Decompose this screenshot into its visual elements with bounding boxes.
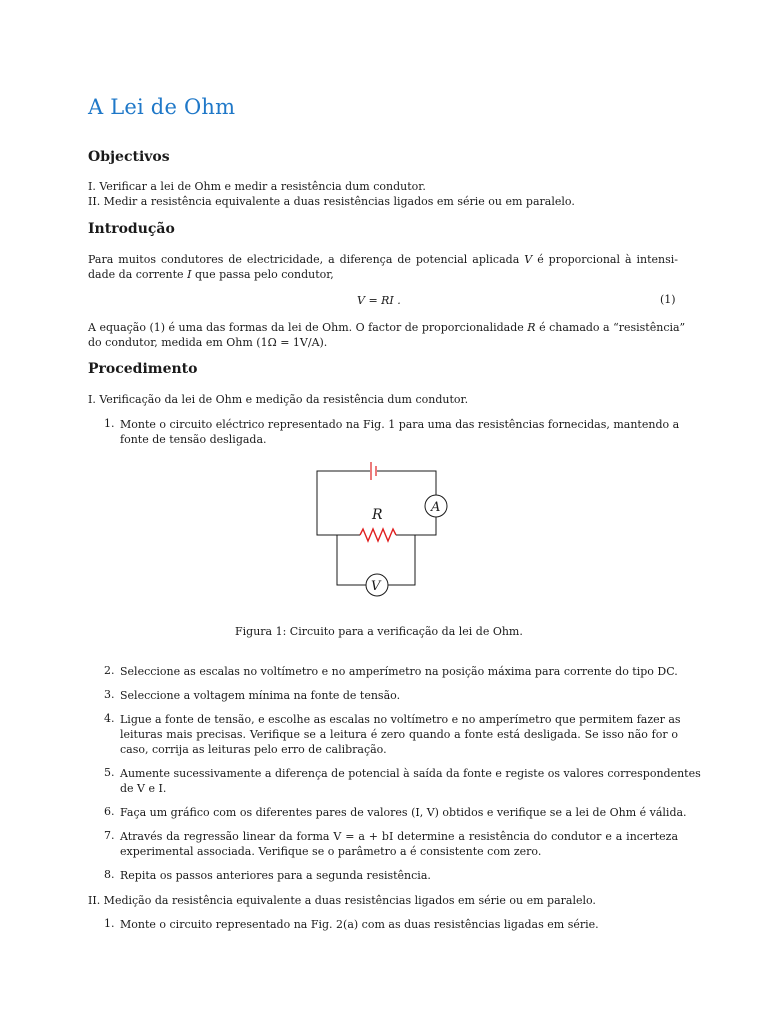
intro-paragraph-line-2 <box>88 267 334 282</box>
step-4-line-3: caso, corrija as leituras pelo erro de calibração. <box>120 743 387 756</box>
part-2-title: II. Medição da resistência equivalente a duas resistências ligados em série ou em paralelo. <box>88 894 596 907</box>
step-4-line-1: Ligue a fonte de tensão, e escolhe as escalas no voltímetro e no amperímetro que permitem fazer as <box>120 713 681 726</box>
intro-text: A equação (1) é uma das formas da lei de Ohm. O factor de proporcionalidade <box>88 321 524 334</box>
intro-paragraph2-line-2: do condutor, medida em Ohm (1Ω = 1V/A). <box>88 336 328 349</box>
resistor-label: R <box>372 507 383 523</box>
introducao-heading: Introdução <box>88 221 175 237</box>
circuit-wire-right <box>415 517 436 535</box>
intro-text: dade da corrente <box>88 268 184 281</box>
step-7-line-2: experimental associada. Verifique se o parâmetro a é consistente com zero. <box>120 845 542 858</box>
part-1-title: I. Verificação da lei de Ohm e medição da resistência dum condutor. <box>88 393 469 406</box>
var-v: V <box>524 253 533 266</box>
intro-paragraph2-line-1 <box>88 320 686 335</box>
voltmeter-label: V <box>371 579 381 594</box>
step-number: 6. <box>104 805 115 818</box>
var-i: I <box>187 268 192 281</box>
voltmeter-wire-right <box>388 535 415 585</box>
figure-caption: Figura 1: Circuito para a verificação da lei de Ohm. <box>235 625 523 638</box>
step-4-line-2: leituras mais precisas. Verifique se a leitura é zero quando a fonte está desligada. Se isso não for o <box>120 728 678 741</box>
step-number: 2. <box>104 664 115 677</box>
step-7-line-1: Através da regressão linear da forma V = a + bI determine a resistência do condutor e a incerteza <box>120 830 678 843</box>
intro-text: que passa pelo condutor, <box>194 268 334 281</box>
step-8: Repita os passos anteriores para a segunda resistência. <box>120 869 431 882</box>
page-title: A Lei de Ohm <box>88 95 236 119</box>
resistor-icon <box>360 529 396 541</box>
part-2-step-1: Monte o circuito representado na Fig. 2(a) com as duas resistências ligadas em série. <box>120 918 599 931</box>
objectivo-item-1: I. Verificar a lei de Ohm e medir a resistência dum condutor. <box>88 180 426 193</box>
step-5-line-2: de V e I. <box>120 782 167 795</box>
step-number: 8. <box>104 868 115 881</box>
step-number: 7. <box>104 829 115 842</box>
equation: V = RI . <box>357 294 401 307</box>
intro-paragraph-line-1 <box>88 252 678 267</box>
step-2: Seleccione as escalas no voltímetro e no amperímetro na posição máxima para corrente do tipo DC. <box>120 665 678 678</box>
circuit-diagram <box>300 455 470 605</box>
step-number: 4. <box>104 712 115 725</box>
intro-text: Para muitos condutores de electricidade, a diferença de potencial aplicada <box>88 253 520 266</box>
step-6: Faça um gráfico com os diferentes pares de valores (I, V) obtidos e verifique se a lei de Ohm é válida. <box>120 806 687 819</box>
ammeter-label: A <box>431 500 441 515</box>
objectivo-item-2: II. Medir a resistência equivalente a duas resistências ligados em série ou em paralelo. <box>88 195 575 208</box>
circuit-wire-top-right <box>377 471 436 495</box>
step-3: Seleccione a voltagem mínima na fonte de tensão. <box>120 689 401 702</box>
step-number: 1. <box>104 417 115 430</box>
battery-icon <box>371 462 376 480</box>
step-number: 1. <box>104 917 115 930</box>
equation-number: (1) <box>660 293 676 306</box>
objectivos-heading: Objectivos <box>88 149 170 165</box>
step-1-line-1: Monte o circuito eléctrico representado na Fig. 1 para uma das resistências fornecidas, mantendo a <box>120 418 680 431</box>
voltmeter-wire-left <box>337 535 366 585</box>
intro-text: é proporcional à intensi- <box>537 253 678 266</box>
step-number: 5. <box>104 766 115 779</box>
intro-text: é chamado a “resistência” <box>539 321 686 334</box>
step-5-line-1: Aumente sucessivamente a diferença de potencial à saída da fonte e registe os valores correspondentes <box>120 767 701 780</box>
step-1-line-2: fonte de tensão desligada. <box>120 433 267 446</box>
step-number: 3. <box>104 688 115 701</box>
var-r: R <box>527 321 536 334</box>
circuit-wire-left <box>317 471 370 535</box>
procedimento-heading: Procedimento <box>88 361 198 377</box>
